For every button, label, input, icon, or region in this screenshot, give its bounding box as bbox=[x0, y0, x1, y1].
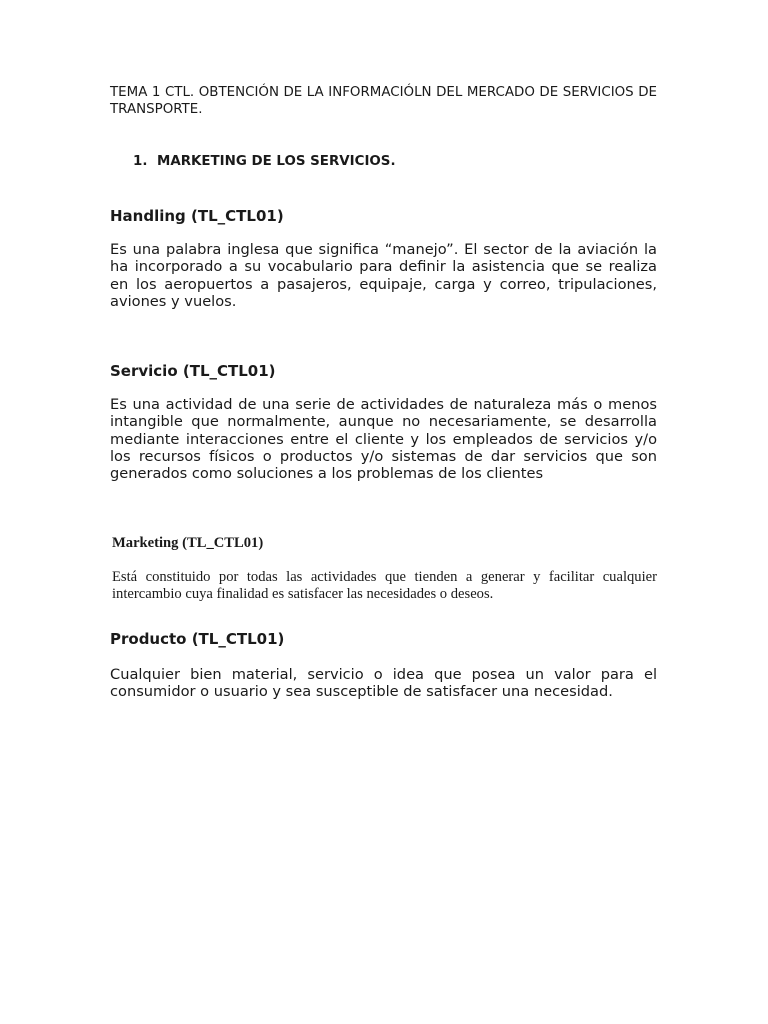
section-title: MARKETING DE LOS SERVICIOS. bbox=[157, 154, 396, 169]
term-heading: Servicio (TL_CTL01) bbox=[110, 362, 276, 380]
term-body: Cualquier bien material, servicio o idea que posea un valor para el consumidor o usuario y sea susceptible de satisfacer una necesidad. bbox=[110, 666, 657, 701]
term-marketing bbox=[112, 535, 657, 603]
term-heading: Marketing (TL_CTL01) bbox=[112, 535, 264, 551]
term-heading: Handling (TL_CTL01) bbox=[110, 207, 284, 225]
document-title: TEMA 1 CTL. OBTENCIÓN DE LA INFORMACIÓLN DEL MERCADO DE SERVICIOS DE TRANSPORTE. bbox=[110, 85, 657, 117]
term-servicio bbox=[110, 362, 657, 482]
term-producto bbox=[110, 630, 657, 701]
term-handling bbox=[110, 207, 657, 310]
section-number: 1. bbox=[133, 154, 148, 169]
term-body: Es una palabra inglesa que significa “manejo”. El sector de la aviación la ha incorporado a su vocabulario para definir la asistencia que se realiza en los aeropuertos a pasajeros, equipaje, carga y correo, tripulaciones, aviones y vuelos. bbox=[110, 241, 657, 310]
term-body: Está constituido por todas las actividades que tienden a generar y facilitar cualquier intercambio cuya finalidad es satisfacer las necesidades o deseos. bbox=[112, 569, 657, 602]
term-heading: Producto (TL_CTL01) bbox=[110, 630, 285, 648]
term-body: Es una actividad de una serie de actividades de naturaleza más o menos intangible que normalmente, aunque no necesariamente, se desarrolla mediante interacciones entre el cliente y los empleados de servicios y/o los recursos físicos o productos y/o sistemas de dar servicios que son generados como soluciones a los problemas de los clientes bbox=[110, 396, 657, 483]
section-heading bbox=[133, 154, 396, 169]
